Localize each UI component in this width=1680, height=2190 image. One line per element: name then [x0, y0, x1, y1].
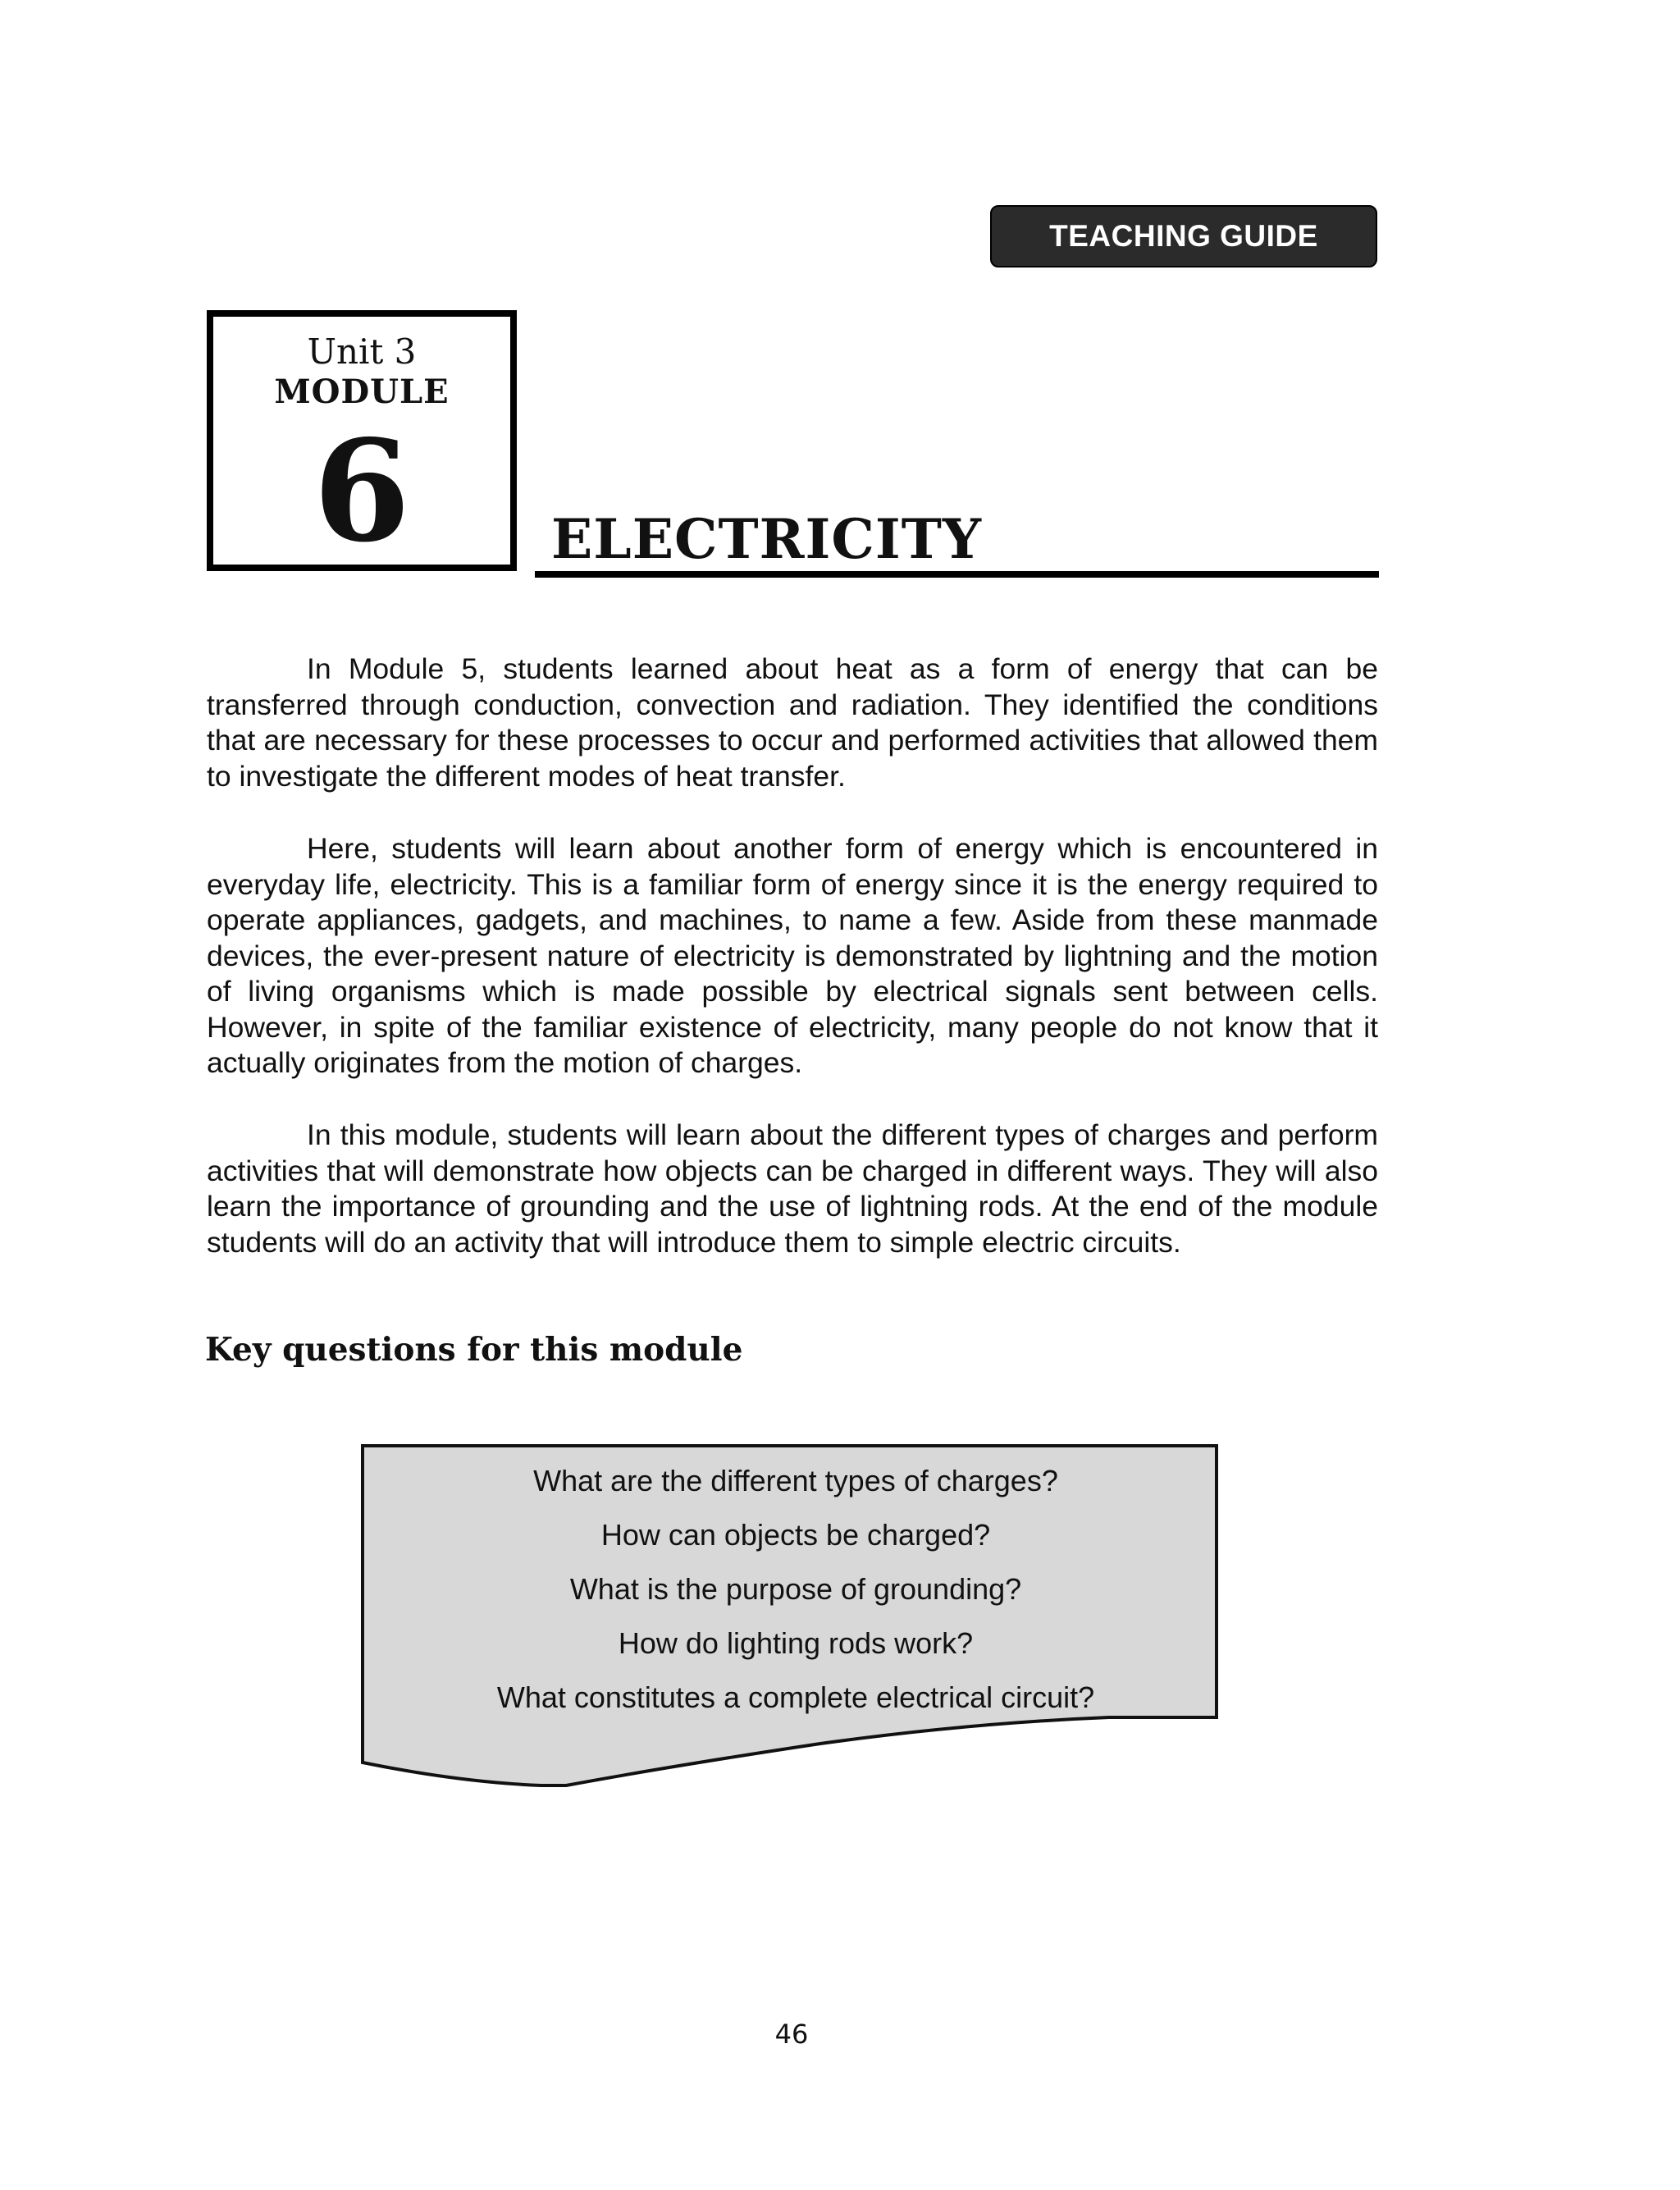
page-number: 46 [774, 2019, 809, 2050]
key-question-item: What constitutes a complete electrical circuit? [496, 1680, 1095, 1714]
key-questions-list [364, 1454, 1227, 1725]
module-number: 6 [313, 409, 411, 574]
key-questions-heading: Key questions for this module [205, 1331, 743, 1369]
module-label: MODULE [274, 373, 450, 411]
unit-label: Unit 3 [307, 331, 417, 372]
intro-paragraph-3: In this module, students will learn about the different types of charges and perform activities that will demonstrate how objects can be charged in different ways. They will also learn the importance of grounding and the use of lightning rods. At the end of the module students will do an activity that will introduce them to simple electric circuits. [207, 1118, 1378, 1259]
page-title: ELECTRICITY [551, 507, 983, 571]
intro-paragraph-1: In Module 5, students learned about heat as a form of energy that can be transferred through conduction, convection and radiation. They identified the conditions that are necessary for these processes to occur and performed activities that allowed them to investigate the different modes of heat transfer. [207, 652, 1378, 793]
key-question-item: What are the different types of charges? [533, 1464, 1058, 1497]
intro-paragraph-2: Here, students will learn about another form of energy which is encountered in everyday life, electricity. This is a familiar form of energy since it is the energy required to operate appliances, gadgets, and machines, to name a few. Aside from these manmade devices, the ever-present nature of electricity is demonstrated by lightning and the motion of living organisms which is made possible by electrical signals sent between cells. However, in spite of the familiar existence of electricity, many people do not know that it actually originates from the motion of charges. [207, 832, 1378, 1079]
key-question-item: How do lighting rods work? [618, 1626, 974, 1660]
key-question-item: How can objects be charged? [600, 1518, 991, 1552]
teaching-guide-badge: TEACHING GUIDE [990, 205, 1377, 267]
key-question-item: What is the purpose of grounding? [569, 1572, 1022, 1606]
